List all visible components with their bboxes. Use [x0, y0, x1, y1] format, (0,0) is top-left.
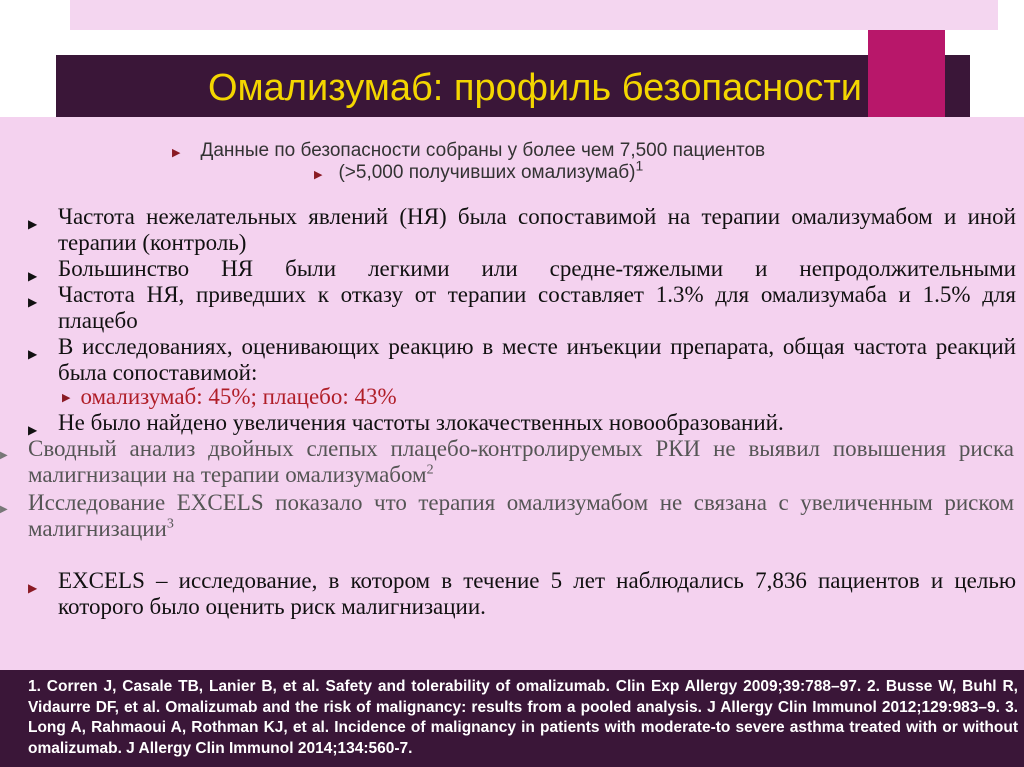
footnote-ref: 1 [635, 157, 644, 174]
gray-bullet-text: Исследование EXCELS показало что терапия омализумабом не связана с увеличенным риском малигнизации$^3$ [28, 490, 1014, 541]
arrow-bullet-icon: ▶ [28, 581, 38, 595]
gray-bullet [0, 490, 1014, 542]
gray-bullet-text: Сводный анализ двойных слепых плацебо-контролируемых РКИ не выявил повышения риска малигнизации на терапии омализумабом$^2$ [28, 436, 1014, 487]
sub-bullet-text: омализумаб: 45%; плацебо: 43% [80, 384, 397, 409]
references-text: 1. Corren J, Casale TB, Lanier B, et al. Safety and tolerability of omalizumab. Clin Exp Allergy 2009;39:788–97. 2. Busse W, Buhl R, Vidaurre DF, et al. Omalizumab and the risk of malignancy: results from a pooled analysis. J Allergy Clin Immunol 2012;129:983–9. 3. Long A, Rahmaoui A, Rothman KJ, et al. Incidence of malignancy in patients with moderate-to severe asthma treated with or without omalizumab. J Allergy Clin Immunol 2014;134:560-7. [28, 678, 1018, 757]
bullet-text: Частота НЯ, приведших к отказу от терапии составляет 1.3% для омализумаба и 1.5% для плацебо [58, 282, 1016, 333]
page-title: Омализумаб: профиль безопасности [207, 67, 862, 109]
arrow-bullet-icon: ▶ [62, 391, 71, 404]
bullet-item [28, 204, 1016, 256]
bullet-text: Большинство НЯ были легкими или средне-тяжелыми и непродолжительными [58, 256, 1016, 281]
top-decor-band [70, 0, 998, 30]
excels-text: EXCELS – исследование, в котором в течение 5 лет наблюдались 7,836 пациентов и целью которого было оценить риск малигнизации. [58, 568, 1016, 619]
arrow-bullet-icon: ▶ [314, 168, 323, 181]
bullet-text: Частота нежелательных явлений (НЯ) была сопоставимой на терапии омализумабом и иной терапии (контроль) [58, 204, 1016, 255]
intro-line-2 [314, 157, 644, 184]
footnote-ref: 3 [166, 516, 174, 532]
arrow-bullet-icon: ▶ [28, 295, 38, 309]
sub-bullet [62, 384, 397, 411]
intro-line-1-text: Данные по безопасности собраны у более чем 7,500 пациентов [200, 140, 766, 161]
arrow-bullet-icon: ▶ [0, 450, 8, 461]
bullet-item [28, 282, 1016, 334]
footnote-ref: 2 [426, 462, 434, 478]
arrow-bullet-icon: ▶ [172, 146, 181, 159]
bullet-item [28, 256, 1016, 282]
intro-line-1 [172, 140, 765, 162]
bullet-item-excels [28, 568, 1016, 620]
bullet-text: Не было найдено увеличения частоты злокачественных новообразований. [58, 410, 784, 435]
bullet-item [28, 334, 1016, 386]
arrow-bullet-icon: ▶ [28, 217, 38, 231]
arrow-bullet-icon: ▶ [28, 423, 38, 437]
bullet-item [28, 410, 1016, 436]
intro-line-2-text: (>5,000 получивших омализумаб) [338, 162, 636, 183]
gray-bullet [0, 436, 1014, 488]
arrow-bullet-icon: ▶ [28, 347, 38, 361]
arrow-bullet-icon: ▶ [0, 504, 8, 515]
arrow-bullet-icon: ▶ [28, 269, 38, 283]
bullet-text: В исследованиях, оценивающих реакцию в месте инъекции препарата, общая частота реакций была сопоставимой: [58, 334, 1016, 385]
